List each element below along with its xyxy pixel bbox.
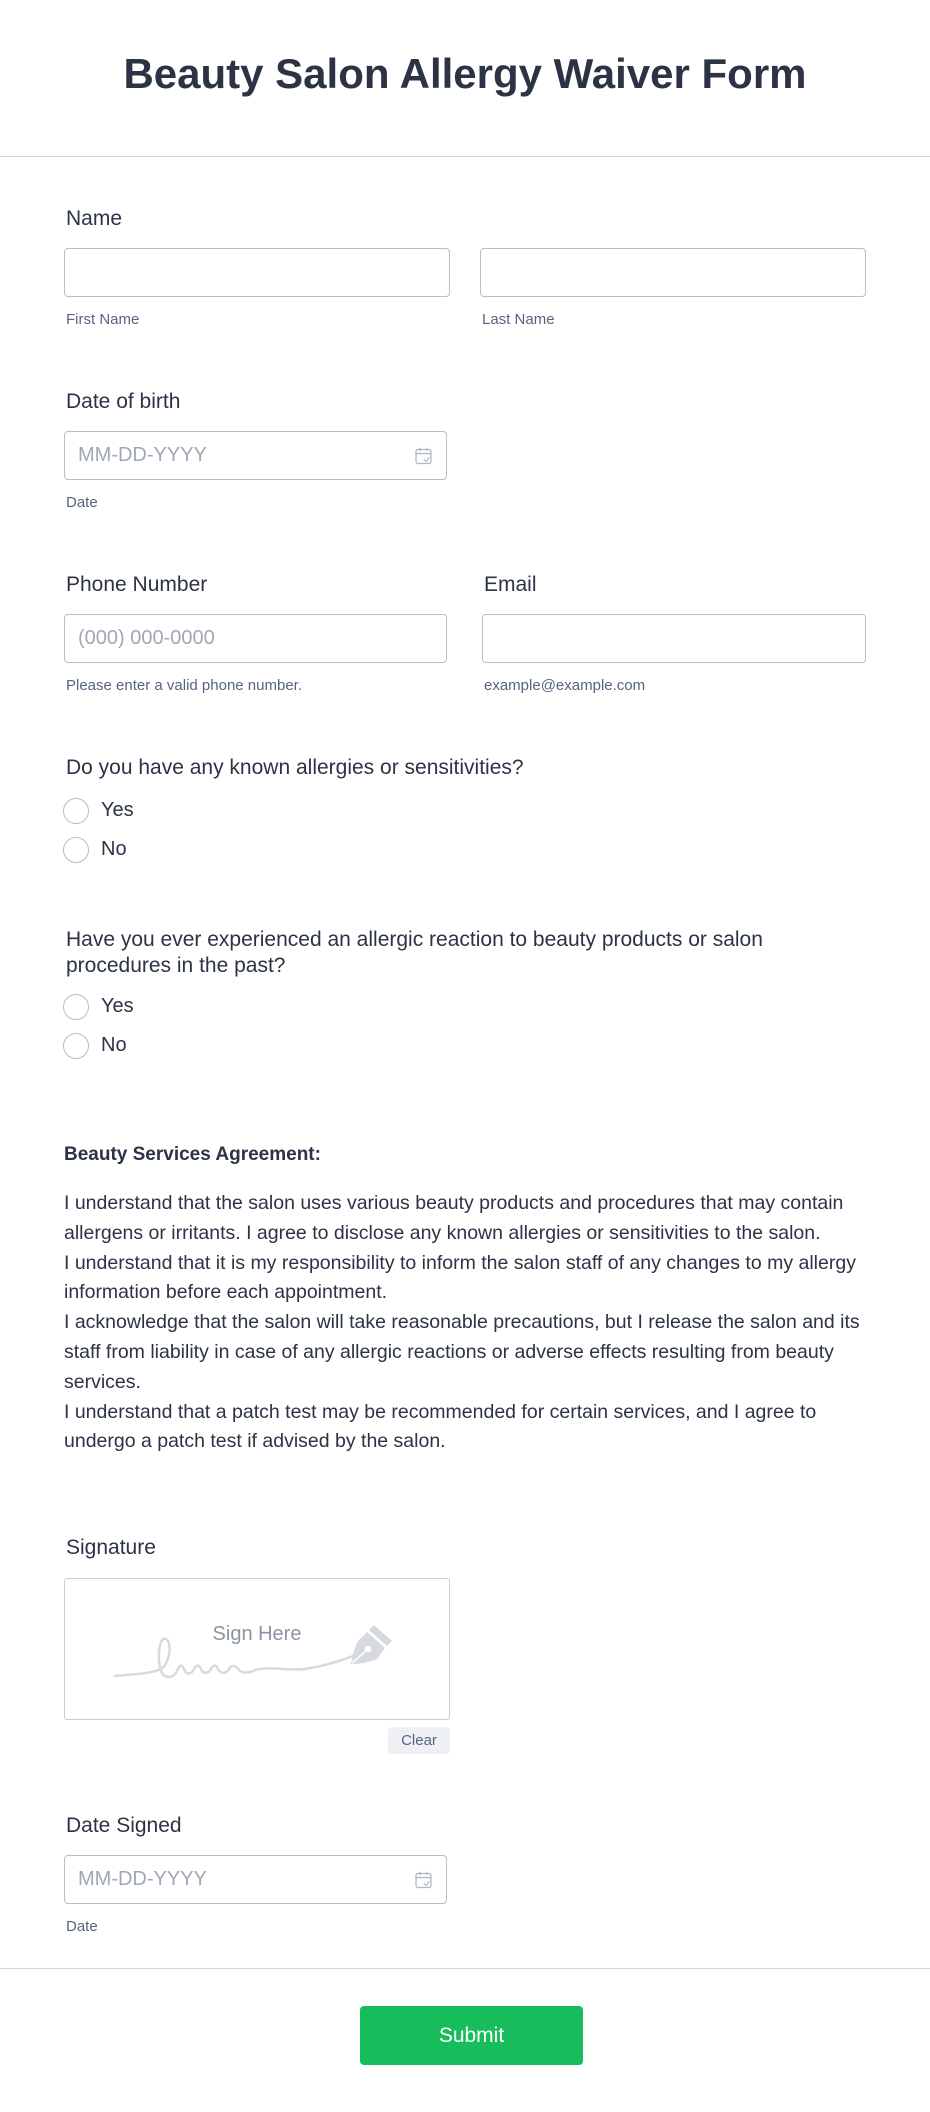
agreement-title: Beauty Services Agreement: — [64, 1144, 321, 1165]
phone-label: Phone Number — [66, 573, 208, 596]
clear-signature-button[interactable]: Clear — [388, 1727, 450, 1754]
dob-sublabel: Date — [66, 494, 98, 511]
form-header — [0, 0, 930, 157]
allergies-question-label: Do you have any known allergies or sensitivities? — [66, 756, 524, 779]
reaction-no-label[interactable]: No — [101, 1034, 127, 1056]
page-title: Beauty Salon Allergy Waiver Form — [123, 50, 807, 97]
reaction-question-line-2: procedures in the past? — [66, 954, 286, 977]
signature-hint: Sign Here — [212, 1623, 302, 1645]
allergies-yes-label[interactable]: Yes — [101, 799, 134, 821]
dob-input[interactable] — [64, 431, 447, 480]
agreement-paragraph: I acknowledge that the salon will take reasonable precautions, but I release the salon and its staff from liability in case of any allergic reactions or adverse effects resulting from beauty services. — [64, 1311, 860, 1393]
signature-pad[interactable] — [64, 1578, 450, 1720]
agreement-paragraph: I understand that the salon uses various beauty products and procedures that may contain allergens or irritants. I agree to disclose any known allergies or sensitivities to the salon. — [64, 1192, 844, 1244]
reaction-question-label — [66, 927, 876, 979]
footer-divider — [0, 1968, 930, 1969]
date-signed-input[interactable] — [64, 1855, 447, 1904]
dob-placeholder: MM-DD-YYYY — [78, 444, 207, 466]
agreement-text — [64, 1189, 874, 1457]
phone-input[interactable] — [64, 614, 447, 663]
first-name-input[interactable] — [64, 248, 450, 297]
date-signed-sublabel: Date — [66, 1918, 98, 1935]
reaction-yes-label[interactable]: Yes — [101, 995, 134, 1017]
phone-sublabel: Please enter a valid phone number. — [66, 677, 302, 694]
date-signed-placeholder: MM-DD-YYYY — [78, 1868, 207, 1890]
date-signed-label: Date Signed — [66, 1814, 182, 1837]
dob-label: Date of birth — [66, 390, 181, 413]
reaction-yes-radio[interactable] — [63, 994, 89, 1020]
reaction-no-radio[interactable] — [63, 1033, 89, 1059]
phone-placeholder: (000) 000-0000 — [78, 627, 215, 649]
pen-nib-icon — [347, 1622, 395, 1668]
allergies-no-radio[interactable] — [63, 837, 89, 863]
email-sublabel: example@example.com — [484, 677, 646, 694]
signature-label: Signature — [66, 1536, 156, 1559]
agreement-paragraph: I understand that it is my responsibility to inform the salon staff of any changes to my allergy information before each appointment. — [64, 1251, 856, 1304]
last-name-sublabel: Last Name — [482, 311, 555, 328]
allergies-yes-radio[interactable] — [63, 798, 89, 824]
reaction-question-line-1: Have you ever experienced an allergic reaction to beauty products or salon — [66, 928, 763, 951]
agreement-paragraph: I understand that a patch test may be recommended for certain services, and I agree to undergo a patch test if advised by the salon. — [64, 1400, 817, 1453]
last-name-input[interactable] — [480, 248, 866, 297]
allergies-no-label[interactable]: No — [101, 838, 127, 860]
calendar-icon[interactable] — [415, 1871, 432, 1889]
email-label: Email — [484, 573, 537, 596]
email-input[interactable] — [482, 614, 866, 663]
submit-button[interactable]: Submit — [360, 2006, 583, 2065]
calendar-icon[interactable] — [415, 447, 432, 465]
first-name-sublabel: First Name — [66, 311, 140, 328]
name-label: Name — [66, 207, 123, 230]
